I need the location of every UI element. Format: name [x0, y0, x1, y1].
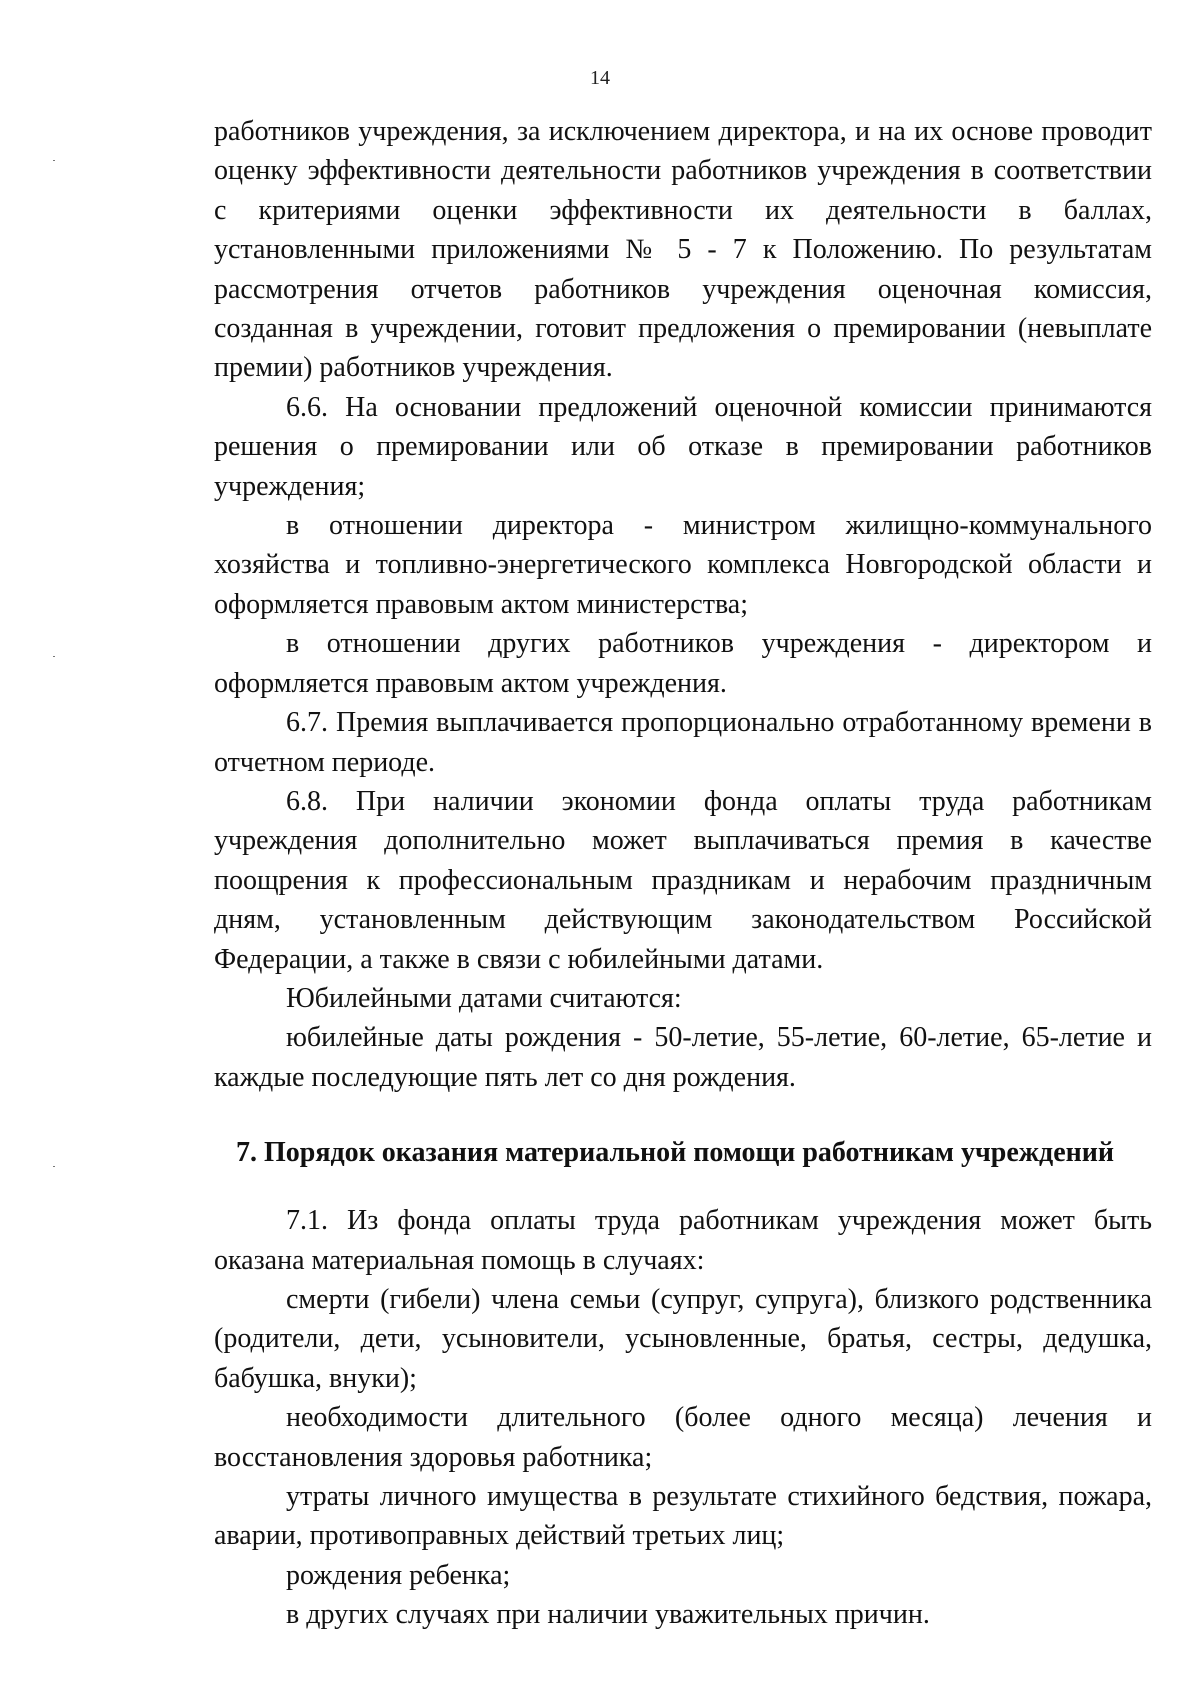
paragraph: 7.1. Из фонда оплаты труда работникам учреждения может быть оказана материальная помощь в случаях:: [214, 1205, 1152, 1276]
scan-speck: [53, 656, 55, 657]
paragraph: работников учреждения, за исключением директора, и на их основе проводит оценку эффективности деятельности работников учреждения в соответствии с критериями оценки эффективности их деятельности в баллах, установленными приложениями № 5 - 7 к Положению. По результатам рассмотрения отчетов работников учреждения оценочная комиссия, созданная в учреждении, готовит предложения о премировании (невыплате премии) работников учреждения.: [214, 116, 1152, 384]
paragraph: в отношении директора - министром жилищно-коммунального хозяйства и топливно-энергетического комплекса Новгородской области и оформляется правовым актом министерства;: [214, 510, 1152, 620]
section-heading: 7. Порядок оказания материальной помощи работникам учреждений: [236, 1137, 1115, 1169]
paragraph: в других случаях при наличии уважительных причин.: [286, 1599, 930, 1631]
paragraph: 6.7. Премия выплачивается пропорционально отработанному времени в отчетном периоде.: [214, 707, 1152, 778]
page-number: 14: [590, 67, 610, 89]
scan-speck: [53, 160, 55, 161]
paragraph: юбилейные даты рождения - 50-летие, 55-летие, 60-летие, 65-летие и каждые последующие пять лет со дня рождения.: [214, 1022, 1152, 1093]
scan-speck: [53, 1166, 55, 1167]
paragraph: рождения ребенка;: [286, 1559, 511, 1591]
document-body: [214, 112, 1152, 1635]
paragraph: необходимости длительного (более одного месяца) лечения и восстановления здоровья работника;: [214, 1402, 1152, 1473]
paragraph: 6.8. При наличии экономии фонда оплаты труда работникам учреждения дополнительно может выплачиваться премия в качестве поощрения к профессиональным праздникам и нерабочим праздничным дням, установленным действующим законодательством Российской Федерации, а также в связи с юбилейными датами.: [214, 785, 1152, 975]
paragraph: утраты личного имущества в результате стихийного бедствия, пожара, аварии, противоправных действий третьих лиц;: [214, 1481, 1152, 1552]
paragraph: смерти (гибели) члена семьи (супруг, супруга), близкого родственника (родители, дети, усыновители, усыновленные, братья, сестры, дедушка, бабушка, внуки);: [214, 1283, 1152, 1394]
paragraph: 6.6. На основании предложений оценочной комиссии принимаются решения о премировании или об отказе в премировании работников учреждения;: [214, 391, 1152, 502]
paragraph: Юбилейными датами считаются:: [286, 982, 682, 1014]
paragraph: в отношении других работников учреждения - директором и оформляется правовым актом учреждения.: [214, 628, 1152, 699]
